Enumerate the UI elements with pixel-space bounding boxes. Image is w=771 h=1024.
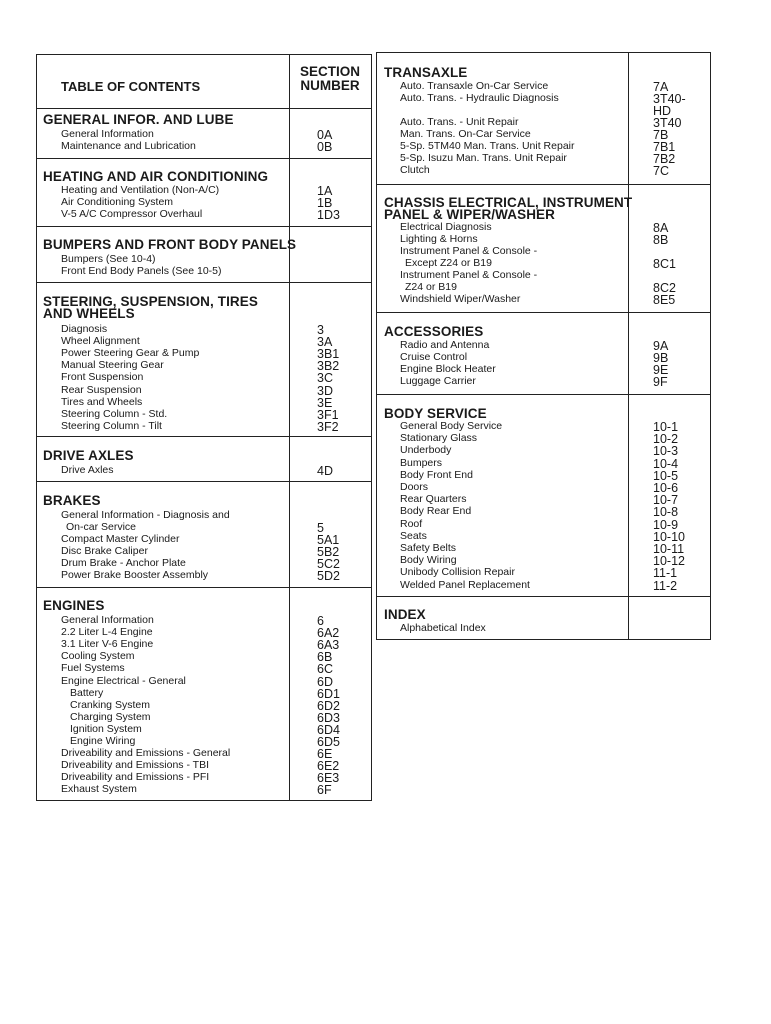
toc-entry-label: Drive Axles (61, 464, 114, 476)
toc-entry-label: Radio and Antenna (400, 339, 490, 351)
section-number: 3D (317, 383, 333, 398)
section-number: 3F2 (317, 419, 339, 434)
section-number: 11-1 (653, 566, 678, 581)
toc-entry-label: Diagnosis (61, 323, 108, 335)
section-number: 3F1 (317, 407, 339, 422)
section-number: 6B (317, 650, 333, 665)
section-number: 10-6 (653, 481, 679, 495)
toc-entry-label: Roof (400, 517, 423, 530)
toc-section (37, 436, 371, 482)
toc-entry-label: Welded Panel Replacement (400, 578, 530, 591)
toc-entry-label: Manual Steering Gear (61, 359, 164, 372)
section-title: DRIVE AXLES (43, 448, 134, 463)
section-number: 6D (317, 674, 333, 689)
section-number: 6E (317, 747, 333, 762)
section-number: 5B2 (317, 545, 340, 559)
toc-entry-label: Power Brake Booster Assembly (61, 569, 209, 581)
section-number: 8C2 (653, 281, 676, 295)
section-number: 10-9 (653, 517, 679, 532)
section-title: INDEX (384, 607, 426, 622)
toc-section (37, 587, 371, 801)
toc-entry-label: Auto. Transaxle On-Car Service (400, 80, 549, 92)
toc-entry-label: V-5 A/C Compressor Overhaul (61, 208, 203, 220)
toc-entry-label: Drum Brake - Anchor Plate (61, 557, 186, 569)
section-title: HEATING AND AIR CONDITIONING (43, 169, 269, 184)
toc-heading: TABLE OF CONTENTS (61, 79, 201, 94)
toc-entry-label: Battery (70, 686, 104, 699)
section-number: 6E3 (317, 771, 340, 786)
section-number: 9B (653, 351, 669, 365)
toc-entry-label: Seats (400, 529, 427, 542)
section-number: 10-11 (653, 542, 685, 556)
section-title-continued: AND WHEELS (43, 306, 135, 321)
section-number: 3E (317, 395, 333, 410)
toc-entry-label: Luggage Carrier (400, 375, 476, 387)
toc-entry-label: Driveability and Emissions - General (61, 747, 231, 760)
section-number: 7A (653, 80, 669, 94)
section-number: 10-7 (653, 493, 679, 508)
toc-entry-label: Stationary Glass (400, 432, 478, 445)
section-number: 10-4 (653, 456, 679, 471)
toc-entry-label: 3.1 Liter V-6 Engine (61, 638, 154, 651)
toc-entry-label: 5-Sp. 5TM40 Man. Trans. Unit Repair (400, 140, 575, 153)
toc-entry-label: 5-Sp. Isuzu Man. Trans. Unit Repair (400, 152, 567, 165)
section-label: SECTION (299, 64, 360, 79)
section-number: 10-8 (653, 505, 679, 520)
section-title: BUMPERS AND FRONT BODY PANELS (43, 237, 297, 252)
toc-entry-label: Disc Brake Caliper (61, 545, 148, 557)
toc-entry-label: Steering Column - Tilt (61, 419, 162, 432)
section-number: 1A (317, 184, 333, 198)
toc-entry-label: 2.2 Liter L-4 Engine (61, 626, 153, 639)
section-number: 6D3 (317, 710, 340, 725)
section-number: 6A3 (317, 638, 340, 653)
toc-section (377, 312, 710, 395)
section-title: ENGINES (43, 598, 105, 613)
section-title: BODY SERVICE (384, 406, 487, 421)
toc-entry-label: Unibody Collision Repair (400, 566, 515, 579)
toc-entry-label: Bumpers (400, 456, 443, 469)
section-number: 1B (317, 196, 333, 210)
section-title: ACCESSORIES (384, 324, 484, 339)
section-number: 3B1 (317, 347, 340, 362)
toc-entry-label: Alphabetical Index (400, 622, 486, 634)
section-number: 7C (653, 164, 669, 179)
toc-entry-label: Power Steering Gear & Pump (61, 347, 200, 360)
section-number: 10-1 (653, 420, 679, 434)
toc-entry-label: Windshield Wiper/Washer (400, 293, 521, 305)
section-number: 6D1 (317, 686, 340, 701)
section-number: 8C1 (653, 257, 676, 271)
section-number: 9E (653, 363, 669, 377)
toc-entry-label: Exhaust System (61, 783, 137, 796)
toc-section (377, 184, 710, 313)
toc-entry-label: Auto. Trans. - Unit Repair (400, 116, 519, 129)
toc-section (377, 394, 710, 597)
right-toc-table (376, 52, 711, 640)
toc-section (37, 226, 371, 283)
section-number: 7B (653, 128, 669, 143)
toc-entry-label: Driveability and Emissions - PFI (61, 771, 210, 784)
toc-section (37, 108, 371, 159)
toc-entry-label: Rear Quarters (400, 493, 467, 506)
toc-entry-label: Cooling System (61, 650, 135, 663)
section-number: 10-3 (653, 444, 679, 459)
toc-entry-label: On-car Service (66, 521, 137, 533)
section-number: HD (653, 104, 672, 119)
toc-entry-label: Engine Block Heater (400, 363, 496, 375)
section-number-heading (289, 65, 371, 93)
toc-section (37, 282, 371, 437)
section-title: TRANSAXLE (384, 65, 468, 80)
toc-entry-label: Maintenance and Lubrication (61, 140, 196, 152)
toc-entry-label: Charging System (70, 710, 151, 723)
toc-entry-label: Instrument Panel & Console - (400, 269, 538, 281)
toc-entry-label: Tires and Wheels (61, 395, 143, 408)
section-number: 3 (317, 323, 324, 337)
section-number: 9F (653, 375, 668, 389)
toc-entry-label: Compact Master Cylinder (61, 533, 180, 545)
toc-entry-label: Auto. Trans. - Hydraulic Diagnosis (400, 92, 559, 105)
left-toc-table (36, 54, 372, 801)
toc-entry-label: Instrument Panel & Console - (400, 245, 538, 257)
section-number: 5D2 (317, 569, 340, 583)
section-number: 3A (317, 335, 333, 350)
toc-entry-label: Man. Trans. On-Car Service (400, 128, 531, 141)
toc-entry-label: Lighting & Horns (400, 233, 478, 245)
toc-entry-label: General Information - Diagnosis and (61, 509, 230, 521)
toc-entry-label: Z24 or B19 (405, 281, 457, 293)
section-number: 3T40- (653, 92, 686, 107)
number-label: NUMBER (300, 78, 360, 93)
toc-entry-label: Body Rear End (400, 505, 472, 518)
toc-entry-label: General Body Service (400, 420, 503, 432)
section-number: 6F (317, 783, 332, 798)
toc-entry-label: Engine Wiring (70, 735, 136, 747)
toc-entry-label: Safety Belts (400, 542, 457, 554)
toc-entry-label: Heating and Ventilation (Non-A/C) (61, 184, 220, 196)
toc-section (37, 481, 371, 588)
toc-entry-label: Front Suspension (61, 371, 144, 384)
toc-section (37, 158, 371, 227)
section-title: GENERAL INFOR. AND LUBE (43, 112, 234, 127)
section-number: 10-2 (653, 432, 679, 447)
section-title-continued: PANEL & WIPER/WASHER (384, 207, 556, 222)
section-number: 5A1 (317, 533, 340, 547)
toc-entry-label: Clutch (400, 164, 430, 177)
toc-entry-label: Fuel Systems (61, 662, 125, 675)
toc-entry-label: Wheel Alignment (61, 335, 140, 348)
section-number: 6D2 (317, 698, 340, 713)
section-number: 4D (317, 464, 333, 478)
section-number: 10-5 (653, 468, 679, 483)
toc-entry-label: General Information (61, 128, 154, 140)
toc-entry-label: Body Front End (400, 468, 473, 481)
toc-section (377, 53, 710, 184)
toc-entry-label: Front End Body Panels (See 10-5) (61, 265, 222, 277)
toc-entry-label: Ignition System (70, 722, 142, 735)
section-title: BRAKES (43, 493, 101, 508)
toc-entry-label: Body Wiring (400, 554, 457, 567)
section-number: 7B2 (653, 152, 676, 167)
section-number: 11-2 (653, 578, 678, 593)
section-number: 6D5 (317, 735, 340, 749)
section-number: 6E2 (317, 759, 340, 774)
section-number: 10-10 (653, 529, 685, 544)
section-title: CHASSIS ELECTRICAL, INSTRUMENT (384, 195, 633, 210)
section-number: 5C2 (317, 557, 340, 571)
toc-entry-label: Electrical Diagnosis (400, 221, 492, 233)
section-number: 9A (653, 339, 669, 353)
toc-entry-label: Air Conditioning System (61, 196, 174, 208)
section-number: 3C (317, 371, 333, 386)
section-number: 6D4 (317, 722, 340, 737)
section-number: 10-12 (653, 554, 685, 569)
toc-entry-label: Driveability and Emissions - TBI (61, 759, 210, 772)
section-number: 1D3 (317, 208, 340, 222)
section-number: 6A2 (317, 626, 340, 641)
toc-entry-label: Cranking System (70, 698, 150, 711)
section-number: 0B (317, 140, 333, 154)
toc-entry-label: General Information (61, 614, 154, 626)
section-number: 8E5 (653, 293, 676, 307)
section-number: 8A (653, 221, 669, 235)
toc-section (377, 596, 710, 640)
section-number: 7B1 (653, 140, 676, 155)
toc-entry-label: Rear Suspension (61, 383, 142, 396)
toc-entry-label: Underbody (400, 444, 452, 457)
section-number: 6 (317, 614, 324, 628)
toc-entry-label: Steering Column - Std. (61, 407, 168, 420)
toc-entry-label: Except Z24 or B19 (405, 257, 492, 269)
toc-entry-label: Doors (400, 481, 429, 493)
section-number: 8B (653, 233, 669, 247)
toc-entry-label: Cruise Control (400, 351, 468, 363)
section-number: 0A (317, 128, 333, 142)
section-number: 3B2 (317, 359, 340, 374)
toc-entry-label: Bumpers (See 10-4) (61, 253, 156, 265)
section-title: STEERING, SUSPENSION, TIRES (43, 294, 258, 309)
toc-entry-label: Engine Electrical - General (61, 674, 186, 687)
section-number: 6C (317, 662, 333, 677)
section-number: 5 (317, 521, 324, 535)
section-number: 3T40 (653, 116, 682, 131)
